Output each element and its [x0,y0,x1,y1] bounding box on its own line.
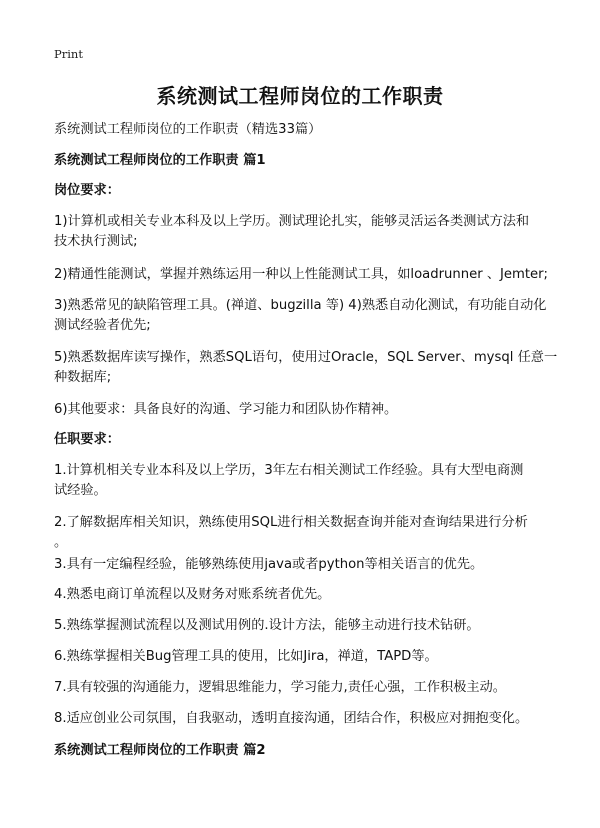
req-5-line-2: 种数据库; [54,370,112,385]
duty-8: 8.适应创业公司氛围，自我驱动，透明直接沟通，团结合作，积极应对拥抱变化。 [54,711,529,726]
req-3-line-2: 测试经验者优先; [54,318,151,333]
duty-6: 6.熟练掌握相关Bug管理工具的使用，比如Jira，禅道，TAPD等。 [54,649,438,664]
req-3-line-1: 3)熟悉常见的缺陷管理工具。(禅道、bugzilla 等) 4)熟悉自动化测试，有功能自动化 [54,298,547,313]
req-6: 6)其他要求：具备良好的沟通、学习能力和团队协作精神。 [54,402,398,417]
req-1-line-1: 1)计算机或相关专业本科及以上学历。测试理论扎实，能够灵活运各类测试方法和 [54,214,530,229]
req-5-line-1: 5)熟悉数据库读写操作，熟悉SQL语句，使用过Oracle，SQL Server、mysql 任意一 [54,350,558,365]
req-1-line-2: 技术执行测试; [54,234,138,249]
duty-3: 3.具有一定编程经验，能够熟练使用java或者python等相关语言的优先。 [54,557,484,572]
section-1-heading: 系统测试工程师岗位的工作职责 篇1 [54,153,266,168]
duty-2-line-1: 2.了解数据库相关知识，熟练使用SQL进行相关数据查询并能对查询结果进行分析 [54,515,528,530]
page-title: 系统测试工程师岗位的工作职责 [156,84,444,108]
subtitle: 系统测试工程师岗位的工作职责（精选33篇） [54,122,322,137]
req-2: 2)精通性能测试，掌握并熟练运用一种以上性能测试工具，如loadrunner 、Jemter; [54,267,549,282]
duty-2-line-2: 。 [54,535,68,550]
duty-5: 5.熟练掌握测试流程以及测试用例的.设计方法，能够主动进行技术钻研。 [54,618,480,633]
section-2-heading: 系统测试工程师岗位的工作职责 篇2 [54,743,266,758]
duty-1-line-2: 试经验。 [54,483,107,498]
duties-heading: 任职要求： [54,432,120,447]
duty-4: 4.熟悉电商订单流程以及财务对账系统者优先。 [54,587,331,602]
requirements-heading: 岗位要求： [54,183,120,198]
duty-7: 7.具有较强的沟通能力，逻辑思维能力，学习能力,责任心强，工作积极主动。 [54,680,506,695]
duty-1-line-1: 1.计算机相关专业本科及以上学历，3年左右相关测试工作经验。具有大型电商测 [54,463,524,478]
print-label[interactable]: Print [54,47,83,61]
